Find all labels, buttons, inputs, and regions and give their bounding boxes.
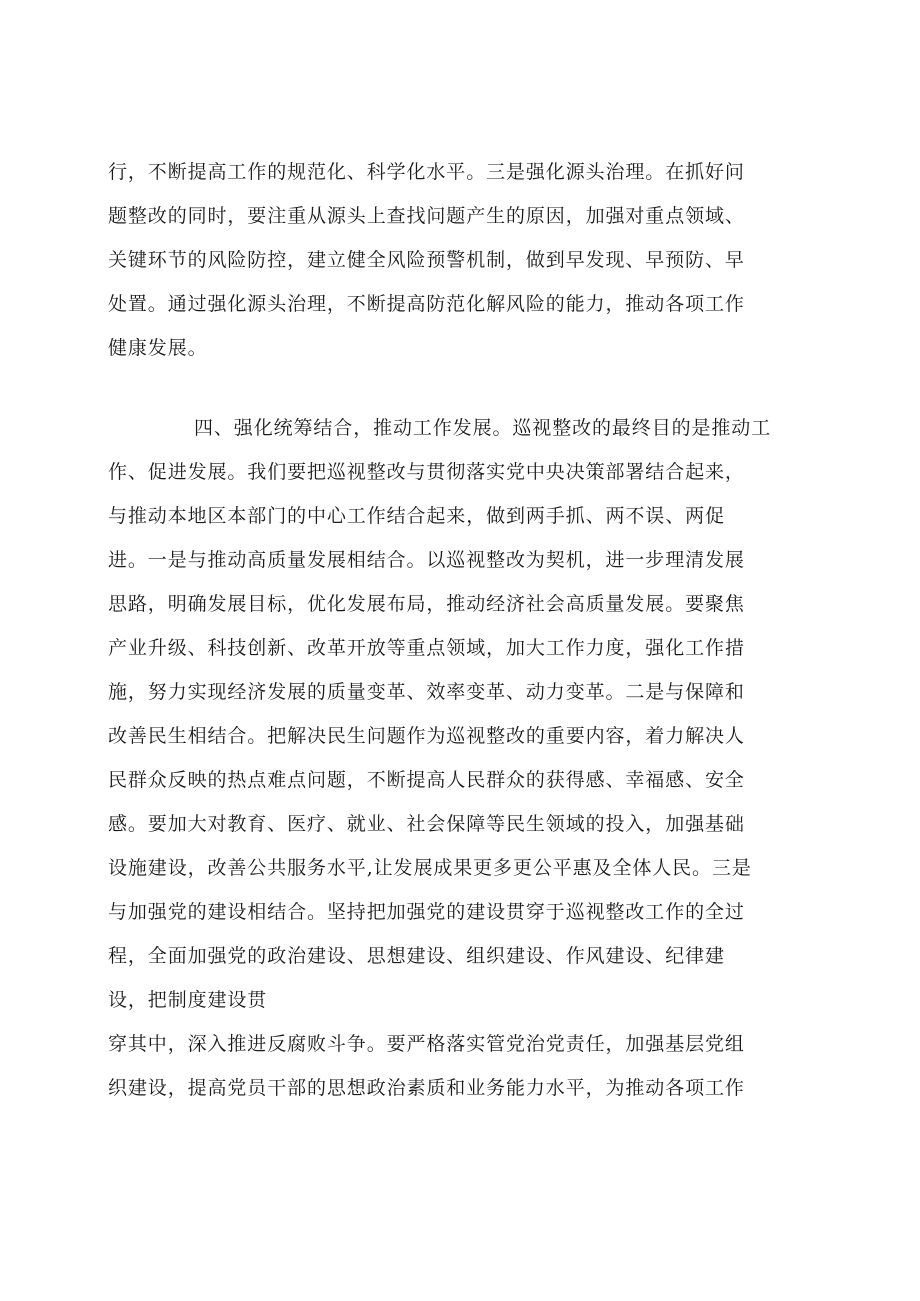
text-line: 思路，明确发展目标，优化发展布局，推动经济社会高质量发展。要聚焦 [108,593,745,615]
text-line: 织建设，提高党员干部的思想政治素质和业务能力水平，为推动各项工作 [108,1077,745,1099]
text-line: 设施建设，改善公共服务水平,让发展成果更多更公平惠及全体人民。三是 [108,857,752,879]
text-line: 产业升级、科技创新、改革开放等重点领域，加大工作力度，强化工作措 [108,637,745,659]
text-line: 题整改的同时，要注重从源头上查找问题产生的原因，加强对重点领域、 [108,205,745,227]
text-line: 进。一是与推动高质量发展相结合。以巡视整改为契机，进一步理清发展 [108,549,745,571]
text-line: 程，全面加强党的政治建设、思想建设、组织建设、作风建设、纪律建 [108,945,725,967]
text-line: 改善民生相结合。把解决民生问题作为巡视整改的重要内容，着力解决人 [108,725,745,747]
text-line: 感。要加大对教育、医疗、就业、社会保障等民生领域的投入，加强基础 [108,813,745,835]
text-line: 施，努力实现经济发展的质量变革、效率变革、动力变革。二是与保障和 [108,681,745,703]
paragraph-heading-line: 四、强化统筹结合，推动工作发展。巡视整改的最终目的是推动工 [194,417,772,439]
text-line: 设，把制度建设贯 [108,989,268,1011]
text-line: 穿其中，深入推进反腐败斗争。要严格落实管党治党责任，加强基层党组 [108,1033,745,1055]
text-line: 关键环节的风险防控，建立健全风险预警机制，做到早发现、早预防、早 [108,249,745,271]
text-line: 民群众反映的热点难点问题，不断提高人民群众的获得感、幸福感、安全 [108,769,745,791]
text-line: 与推动本地区本部门的中心工作结合起来，做到两手抓、两不误、两促 [108,505,725,527]
text-line: 健康发展。 [108,337,208,359]
text-line: 行，不断提高工作的规范化、科学化水平。三是强化源头治理。在抓好问 [108,161,745,183]
text-line: 与加强党的建设相结合。坚持把加强党的建设贯穿于巡视整改工作的全过 [108,901,745,923]
text-line: 作、促进发展。我们要把巡视整改与贯彻落实党中央决策部署结合起来， [108,461,745,483]
text-line: 处置。通过强化源头治理，不断提高防范化解风险的能力，推动各项工作 [108,293,745,315]
